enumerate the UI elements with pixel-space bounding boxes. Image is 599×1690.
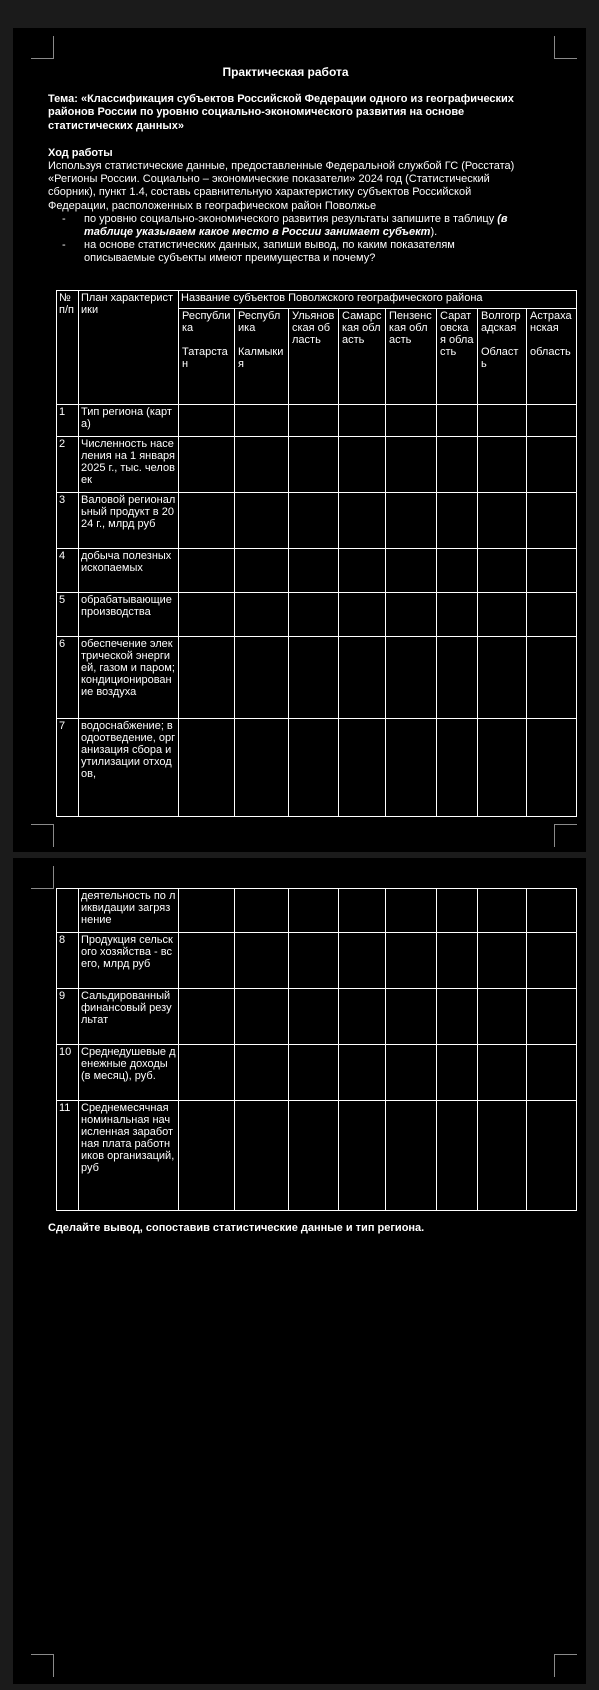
table-cell[interactable]	[235, 1045, 289, 1101]
table-cell[interactable]	[235, 989, 289, 1045]
characteristics-table-continued	[56, 888, 577, 1211]
procedure-heading: Ход работы	[48, 146, 113, 159]
table-cell[interactable]	[386, 1101, 437, 1211]
table-cell[interactable]	[437, 437, 478, 493]
table-cell[interactable]	[235, 1101, 289, 1211]
row-label: Продукция сельского хозяйства - всего, млрд руб	[79, 933, 179, 989]
table-cell[interactable]	[527, 989, 577, 1045]
table-row	[57, 637, 577, 719]
page-corner-mark	[554, 36, 577, 59]
topic-text: Тема: «Классификация субъектов Российской Федерации одного из географических районов России по уровню социально-экономического развития на основе статистических данных»	[48, 93, 514, 132]
table-cell[interactable]	[289, 493, 339, 549]
table-row	[57, 493, 577, 549]
table-cell[interactable]	[339, 437, 386, 493]
table-cell[interactable]	[386, 405, 437, 437]
row-number: 8	[57, 933, 79, 989]
table-cell[interactable]	[437, 549, 478, 593]
page-corner-mark	[31, 824, 54, 847]
table-cell[interactable]	[339, 989, 386, 1045]
table-cell[interactable]	[386, 493, 437, 549]
table-cell[interactable]	[179, 933, 235, 989]
table-cell[interactable]	[289, 719, 339, 817]
characteristics-table	[56, 290, 577, 817]
table-cell[interactable]	[179, 549, 235, 593]
table-cell[interactable]	[437, 637, 478, 719]
table-cell[interactable]	[179, 405, 235, 437]
table-row	[57, 889, 577, 933]
table-cell[interactable]	[179, 593, 235, 637]
table-cell[interactable]	[235, 549, 289, 593]
row-label: Тип региона (карта)	[79, 405, 179, 437]
subject-header: Астраханская область	[527, 309, 577, 405]
table-cell[interactable]	[179, 719, 235, 817]
table-cell[interactable]	[339, 549, 386, 593]
table-cell[interactable]	[386, 549, 437, 593]
table-cell[interactable]	[437, 889, 478, 933]
subject-header: Республика Калмыкия	[235, 309, 289, 405]
page-corner-mark	[554, 1654, 577, 1677]
table-cell[interactable]	[289, 1045, 339, 1101]
table-cell[interactable]	[478, 437, 527, 493]
table-cell[interactable]	[478, 493, 527, 549]
table-cell[interactable]	[386, 1045, 437, 1101]
table-cell[interactable]	[478, 637, 527, 719]
table-row	[57, 549, 577, 593]
table-cell[interactable]	[437, 493, 478, 549]
table-row	[57, 437, 577, 493]
table-cell[interactable]	[339, 637, 386, 719]
row-number: 1	[57, 405, 79, 437]
bullet-text: по уровню социально-экономического развития результаты запишите в таблицу	[84, 212, 495, 225]
table-cell[interactable]	[527, 1045, 577, 1101]
procedure-text: Используя статистические данные, предоставленные Федеральной службой ГС (Росстата) «Регионы России. Социально – экономические показатели» 2024 год (Статистический сборник), пункт 1.4, составь сравнительную характеристику субъектов Российской Федерации, расположенных в географическом район Поволжье	[48, 160, 515, 212]
table-cell[interactable]	[478, 889, 527, 933]
table-cell[interactable]	[478, 989, 527, 1045]
table-row	[57, 1045, 577, 1101]
header-subjects-group: Название субъектов Поволжского географического района	[179, 291, 577, 309]
table-cell[interactable]	[289, 989, 339, 1045]
table-cell[interactable]	[179, 637, 235, 719]
bullet-emphasis: (в таблице указываем какое место в России занимает субъект	[84, 212, 508, 239]
row-number: 7	[57, 719, 79, 817]
row-number: 11	[57, 1101, 79, 1211]
table-cell[interactable]	[437, 989, 478, 1045]
page-corner-mark	[31, 1654, 54, 1677]
table-cell[interactable]	[527, 1101, 577, 1211]
subject-header: Самарская область	[339, 309, 386, 405]
row-label: Численность населения на 1 января 2025 г., тыс. человек	[79, 437, 179, 493]
table-row	[57, 989, 577, 1045]
subject-header: Саратовская область	[437, 309, 478, 405]
table-cell[interactable]	[235, 889, 289, 933]
row-number: 3	[57, 493, 79, 549]
table-cell[interactable]	[527, 437, 577, 493]
table-cell[interactable]	[235, 637, 289, 719]
row-label: обеспечение электрической энергией, газом и паром; кондиционирование воздуха	[79, 637, 179, 719]
page-corner-mark	[554, 824, 577, 847]
table-cell[interactable]	[478, 405, 527, 437]
row-label: Сальдированный финансовый результат	[79, 989, 179, 1045]
table-cell[interactable]	[235, 933, 289, 989]
table-row	[57, 1101, 577, 1211]
table-cell[interactable]	[289, 1101, 339, 1211]
row-label: Валовой региональный продукт в 2024 г., млрд руб	[79, 493, 179, 549]
header-number: № п/п	[57, 291, 79, 405]
table-cell[interactable]	[527, 405, 577, 437]
table-cell[interactable]	[179, 889, 235, 933]
table-cell[interactable]	[527, 719, 577, 817]
table-cell[interactable]	[179, 437, 235, 493]
table-cell[interactable]	[437, 405, 478, 437]
table-cell[interactable]	[386, 637, 437, 719]
row-label: добыча полезных ископаемых	[79, 549, 179, 593]
table-cell[interactable]	[235, 437, 289, 493]
row-number: 2	[57, 437, 79, 493]
page-corner-mark	[31, 36, 54, 59]
table-cell[interactable]	[179, 1045, 235, 1101]
table-cell[interactable]	[386, 889, 437, 933]
table-cell[interactable]	[478, 1101, 527, 1211]
row-label: Среднедушевые денежные доходы (в месяц), руб.	[79, 1045, 179, 1101]
document-body	[48, 66, 523, 266]
row-label: обрабатывающие производства	[79, 593, 179, 637]
row-label: деятельность по ликвидации загрязнение	[79, 889, 179, 933]
table-cell[interactable]	[179, 989, 235, 1045]
conclusion-text: Сделайте вывод, сопоставив статистические данные и тип региона.	[48, 1222, 425, 1234]
bullet-item: - на основе статистических данных, запиши вывод, по каким показателям описываемые субъекты имеют преимущества и почему?	[62, 239, 455, 265]
page-corner-mark	[31, 866, 54, 889]
subject-header: Ульяновская область	[289, 309, 339, 405]
table-cell[interactable]	[386, 437, 437, 493]
table-cell[interactable]	[179, 1101, 235, 1211]
table-cell[interactable]	[339, 1045, 386, 1101]
table-cell[interactable]	[527, 889, 577, 933]
bullet-text: на основе статистических данных, запиши вывод, по каким показателям описываемые субъекты имеют преимущества и почему?	[84, 239, 455, 265]
table-cell[interactable]	[339, 889, 386, 933]
table-cell[interactable]	[339, 493, 386, 549]
header-plan: План характеристики	[79, 291, 179, 405]
table-cell[interactable]	[478, 549, 527, 593]
table-cell[interactable]	[235, 719, 289, 817]
table-cell[interactable]	[527, 637, 577, 719]
bullet-item: - по уровню социально-экономического развития результаты запишите в таблицу (в таблице указываем какое место в России занимает субъект).	[62, 212, 508, 239]
row-number	[57, 889, 79, 933]
table-cell[interactable]	[289, 593, 339, 637]
table-row	[57, 933, 577, 989]
table-cell[interactable]	[179, 493, 235, 549]
table-cell[interactable]	[478, 1045, 527, 1101]
table-cell[interactable]	[386, 719, 437, 817]
table-cell[interactable]	[289, 637, 339, 719]
row-number: 6	[57, 637, 79, 719]
table-cell[interactable]	[527, 493, 577, 549]
table-cell[interactable]	[235, 593, 289, 637]
table-cell[interactable]	[527, 549, 577, 593]
subject-header: Волгоградская Область	[478, 309, 527, 405]
table-cell[interactable]	[527, 933, 577, 989]
table-cell[interactable]	[339, 593, 386, 637]
table-cell[interactable]	[478, 719, 527, 817]
row-number: 5	[57, 593, 79, 637]
table-row	[57, 593, 577, 637]
subject-header: Пензенская область	[386, 309, 437, 405]
table-cell[interactable]	[386, 933, 437, 989]
table-cell[interactable]	[339, 933, 386, 989]
table-cell[interactable]	[235, 405, 289, 437]
table-cell[interactable]	[235, 493, 289, 549]
page-title: Практическая работа	[222, 65, 349, 79]
table-cell[interactable]	[339, 1101, 386, 1211]
row-label: водоснабжение; водоотведение, организация сбора и утилизации отходов,	[79, 719, 179, 817]
table-cell[interactable]	[437, 1101, 478, 1211]
row-label: Среднемесячная номинальная начисленная заработная плата работников организаций, руб	[79, 1101, 179, 1211]
table-cell[interactable]	[437, 1045, 478, 1101]
table-cell[interactable]	[289, 437, 339, 493]
table-cell[interactable]	[289, 889, 339, 933]
row-number: 10	[57, 1045, 79, 1101]
table-cell[interactable]	[437, 593, 478, 637]
row-number: 4	[57, 549, 79, 593]
table-cell[interactable]	[289, 549, 339, 593]
table-row	[57, 719, 577, 817]
table-cell[interactable]	[437, 933, 478, 989]
table-cell[interactable]	[386, 593, 437, 637]
table-cell[interactable]	[478, 593, 527, 637]
table-cell[interactable]	[289, 933, 339, 989]
table-cell[interactable]	[339, 719, 386, 817]
row-number: 9	[57, 989, 79, 1045]
table-cell[interactable]	[437, 719, 478, 817]
table-row	[57, 405, 577, 437]
table-cell[interactable]	[339, 405, 386, 437]
subject-header: Республика Татарстан	[179, 309, 235, 405]
table-cell[interactable]	[289, 405, 339, 437]
table-cell[interactable]	[386, 989, 437, 1045]
table-cell[interactable]	[527, 593, 577, 637]
table-cell[interactable]	[478, 933, 527, 989]
